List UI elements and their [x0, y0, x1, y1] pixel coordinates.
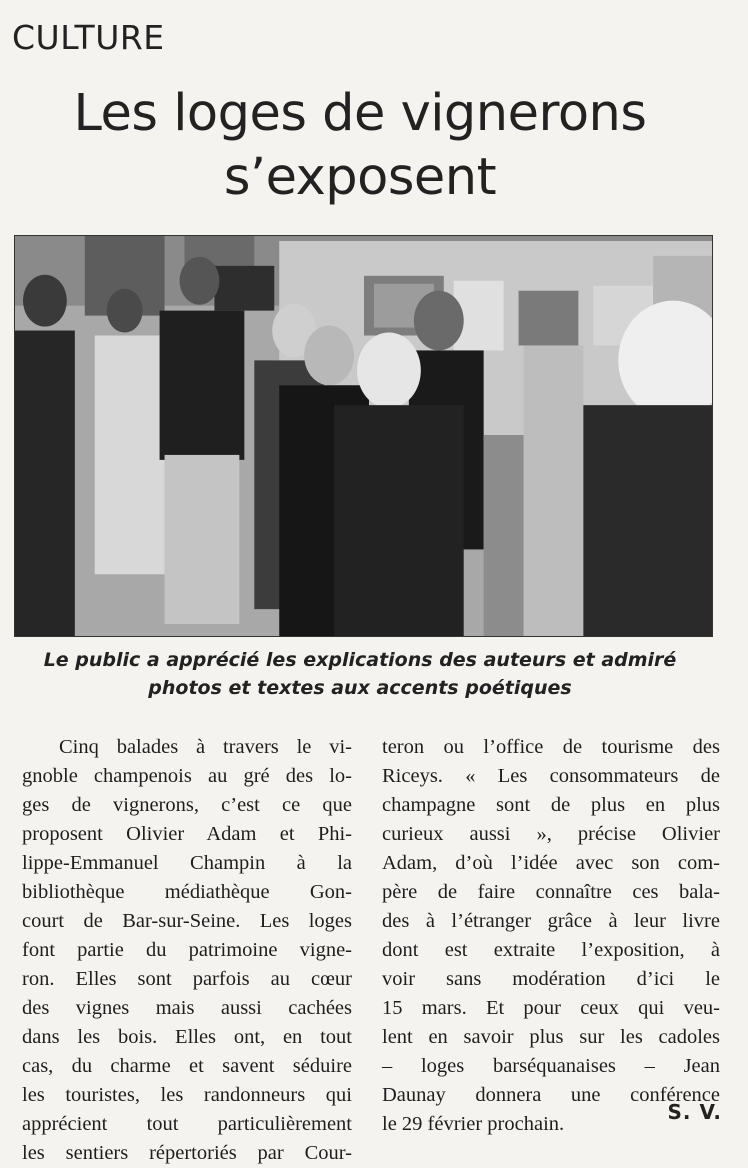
text-line: lippe-Emmanuel Champin à la [22, 852, 352, 874]
text-line: proposent Olivier Adam et Phi- [22, 823, 352, 845]
author-signature: S. V. [667, 1100, 722, 1124]
text-line: – loges barséquanaises – Jean [382, 1055, 720, 1077]
text-line: lent en savoir plus sur les cadoles [382, 1026, 720, 1048]
text-line: teron ou l’office de tourisme des [382, 736, 720, 758]
text-line: ges de vignerons, c’est ce que [22, 794, 352, 816]
text-line: Riceys. « Les consommateurs de [382, 765, 720, 787]
text-line: 15 mars. Et pour ceux qui veu- [382, 997, 720, 1019]
text-line: Daunay donnera une conférence [382, 1084, 720, 1106]
text-line: les touristes, les randonneurs qui [22, 1084, 352, 1106]
article-column-left [22, 733, 352, 1168]
text-line: champagne sont de plus en plus [382, 794, 720, 816]
text-line: curieux aussi », précise Olivier [382, 823, 720, 845]
photo-caption [0, 646, 720, 702]
text-line: voir sans modération d’ici le [382, 968, 720, 990]
text-line: bibliothèque médiathèque Gon- [22, 881, 352, 903]
article-column-right [382, 733, 720, 1139]
text-line: dont est extraite l’exposition, à [382, 939, 720, 961]
text-line: des à l’étranger grâce à leur livre [382, 910, 720, 932]
article-photo [14, 235, 713, 637]
caption-line-1: Le public a apprécié les explications des auteurs et admiré [43, 649, 677, 671]
photo-illustration [15, 236, 712, 636]
text-line: apprécient tout particulièrement [22, 1113, 352, 1135]
text-line: dans les bois. Elles ont, en tout [22, 1026, 352, 1048]
text-line: court de Bar-sur-Seine. Les loges [22, 910, 352, 932]
text-line: Cinq balades à travers le vi- [59, 736, 352, 758]
text-line: des vignes mais aussi cachées [22, 997, 352, 1019]
headline-line-1: Les loges de vignerons [73, 84, 647, 143]
text-line: les sentiers répertoriés par Cour- [22, 1142, 352, 1164]
text-line: le 29 février prochain. [382, 1113, 565, 1135]
text-line: cas, du charme et savent séduire [22, 1055, 352, 1077]
section-label: CULTURE [12, 18, 165, 57]
text-line: gnoble champenois au gré des lo- [22, 765, 352, 787]
text-line: Adam, d’où l’idée avec son com- [382, 852, 720, 874]
text-line: ron. Elles sont parfois au cœur [22, 968, 352, 990]
text-line: font partie du patrimoine vigne- [22, 939, 352, 961]
caption-line-2: photos et textes aux accents poétiques [148, 677, 572, 699]
headline-line-2: s’exposent [223, 148, 497, 207]
text-line: père de faire connaître ces bala- [382, 881, 720, 903]
headline [0, 82, 720, 210]
